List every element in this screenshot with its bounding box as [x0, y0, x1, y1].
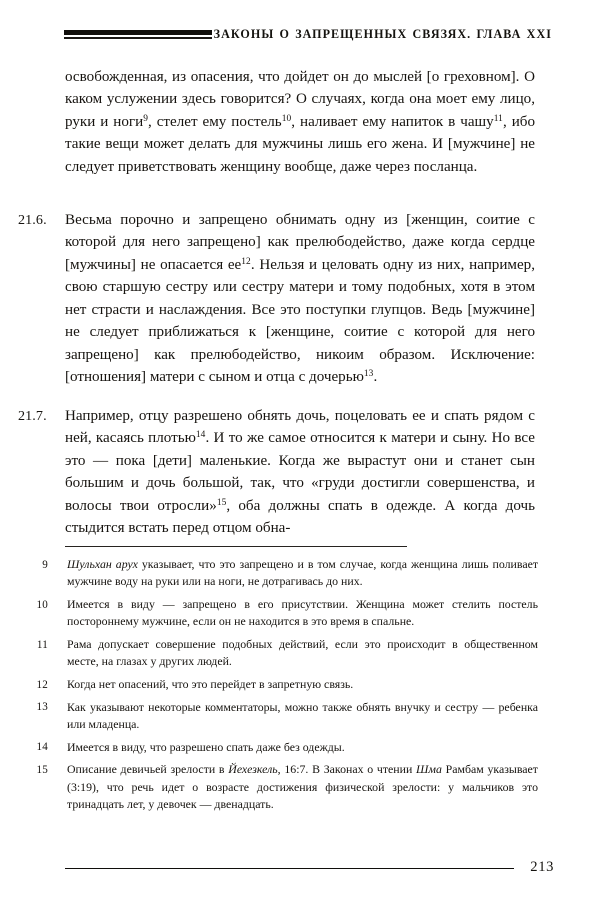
footnote-12	[18, 676, 538, 693]
footnote-marker-15[interactable]: 15	[216, 497, 227, 508]
section-21-7-text	[65, 405, 535, 540]
section-21-6-text-2: . Нельзя и целовать одну из них, например, свою старшую сестру или сестру матери и тому подобных, хотя в этом нет страсти и наслаждения. Все это поступки глупцов. Ведь [мужчине] не следует приближаться к [женщине, соитие с которой для него запрещено] как прелюбодейство, никоим образом. Исключение: [отношения] матери с сыном и отца с дочерью	[65, 256, 535, 386]
running-head	[0, 27, 600, 53]
section-21-6	[18, 209, 535, 389]
footnote-10-number: 10	[36, 598, 48, 611]
footnote-9-italic-title: Шульхан арух	[67, 557, 138, 571]
section-21-6-text	[65, 209, 535, 389]
footnote-11-number: 11	[36, 638, 48, 651]
section-21-7-text-1: Например, отцу разрешено обнять дочь, поцеловать ее и спать рядом с ней, касаясь плотью	[65, 408, 535, 447]
footnote-13-number: 13	[36, 701, 48, 714]
lead-paragraph-text-2: , стелет ему постель	[148, 113, 282, 130]
footnote-15-italic-2: Шма	[416, 762, 442, 777]
footnote-9-number: 9	[42, 558, 48, 571]
footnote-10	[18, 596, 538, 631]
footnote-12-number: 12	[36, 678, 48, 691]
lead-paragraph-text-1: освобожденная, из опасения, что дойдет он до мыслей [о греховном]. О каком услужении здесь говорится? О случаях, когда она моет ему лицо, руки и ноги	[65, 69, 535, 130]
footnote-13-text: Как указывают некоторые комментаторы, можно также обнять внучку и сестру — ребенка или младенца.	[67, 699, 538, 731]
footnote-marker-9[interactable]: 9	[143, 114, 148, 125]
footnote-15-part-2: , 16:7. В Законах о чтении	[277, 762, 417, 777]
section-21-7-number: 21.7.	[18, 408, 47, 424]
section-21-7-text-2: . И то же самое относится к матери и сыну. Но все это — пока [дети] маленькие. Когда же вырастут они и станет сын большим и дочь большой, так, что «груди достигли совершенства, и волосы твои отросли»	[65, 430, 535, 514]
footnote-11-text: Рама допускает совершение подобных действий, если это происходит в общественном месте, на глазах у других людей.	[67, 636, 538, 669]
lead-paragraph-text-3: , наливает ему напиток в чашу	[291, 113, 494, 130]
footnote-10-text: Имеется в виду — запрещено в его присутствии. Женщина может стелить постель постороннему мужчине, если он не находится в это время в спальне.	[67, 596, 538, 629]
footnote-9-body: указывает, что это запрещено и в том случае, когда женщина лишь поливает мужчине воду на руки или на ноги, не дотрагивась до них.	[67, 557, 539, 589]
page-number: 213	[530, 859, 554, 875]
footnote-marker-13[interactable]: 13	[363, 369, 374, 380]
running-head-rule	[64, 30, 212, 39]
footnote-15-part-1: Описание девичьей зрелости в	[67, 762, 229, 777]
section-21-6-text-1: Весьма порочно и запрещено обнимать одну из [женщин, соитие с которой для него запрещено] как прелюбодейство, даже когда сердце [мужчины] не опасается ее	[65, 212, 535, 273]
lead-paragraph	[65, 66, 535, 178]
footnote-9-text	[67, 556, 538, 591]
footnote-15-part-3: Рамбам указывает (3:19), что речь идет о возрасте достижения физической зрелости: у мальчиков это тринадцать лет, у девочек — двенадцать.	[67, 762, 538, 811]
footnote-separator-rule	[65, 546, 407, 547]
lead-paragraph-text-4: , ибо такие вещи может делать для мужчины лишь его жена. И [мужчине] не следует приветствовать женщину вообще, даже через посланца.	[65, 113, 535, 175]
section-21-6-number: 21.6.	[18, 212, 47, 228]
footnote-13	[18, 699, 538, 734]
running-head-title: ЗАКОНЫ О ЗАПРЕЩЕННЫХ СВЯЗЯХ. ГЛАВА XXI	[213, 27, 552, 41]
section-21-7-text-3: , оба должны спать в одежде. А когда дочь стыдится встать перед отцом обна-	[65, 497, 535, 537]
running-head-thin-bar	[64, 37, 212, 39]
footnote-15-text	[67, 761, 538, 813]
footnote-list	[18, 556, 538, 819]
footnote-11	[18, 636, 538, 671]
folio-rule	[65, 868, 514, 869]
footnote-15-number: 15	[36, 763, 48, 776]
footnote-14	[18, 739, 538, 756]
footnote-marker-12[interactable]: 12	[241, 257, 251, 268]
footnote-15-italic-1: Йехезкель	[228, 762, 278, 777]
footnote-9	[18, 556, 538, 591]
footnote-15	[18, 761, 538, 813]
footnote-14-number: 14	[36, 741, 48, 754]
section-21-7	[18, 405, 535, 540]
section-21-6-text-3: .	[373, 369, 378, 386]
footnote-14-text: Имеется в виду, что разрешено спать даже без одежды.	[67, 739, 345, 754]
footnote-marker-11[interactable]: 11	[493, 114, 503, 125]
footnote-12-text: Когда нет опасений, что это перейдет в запретную связь.	[67, 676, 354, 691]
footnote-marker-10[interactable]: 10	[281, 114, 292, 125]
footnote-marker-14[interactable]: 14	[195, 430, 206, 441]
